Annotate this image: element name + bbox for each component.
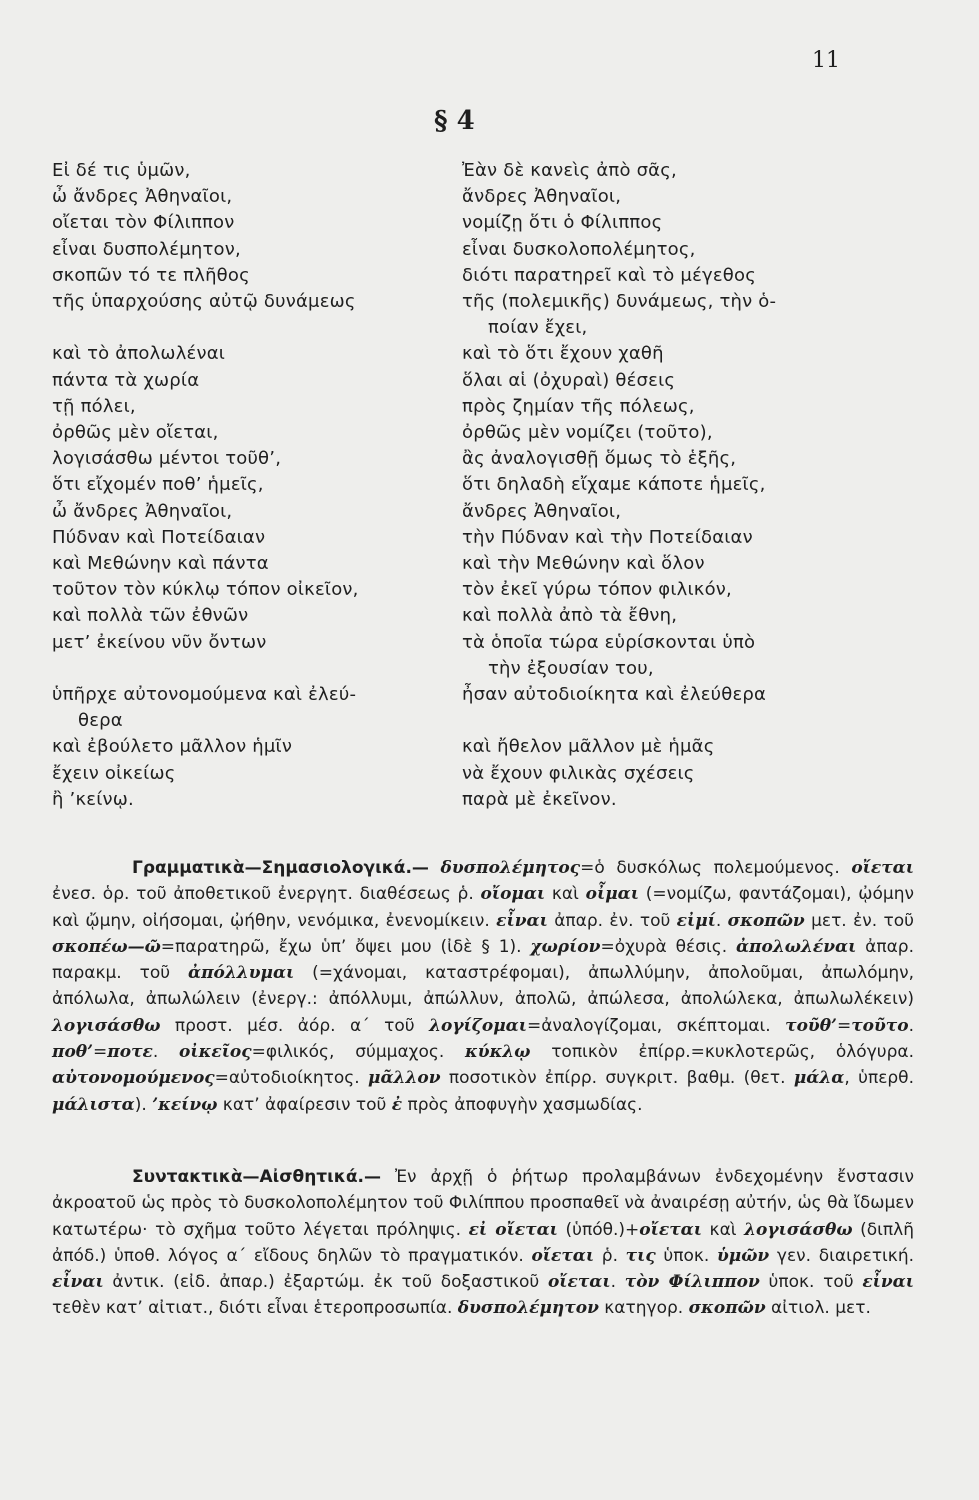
note-text: ἐνεσ. ὁρ. τοῦ ἀποθετικοῦ ἐνεργητ. διαθέσεως ῥ. [52, 884, 481, 905]
ancient-text-line: καὶ πολλὰ τῶν ἐθνῶν [52, 605, 249, 627]
note-text: Ἐν ἀρχῇ ὁ ῥήτωρ προλαμβάνων ἐνδεχομένην ἔνστασιν ἀκροατοῦ ὡς πρὸς τὸ δυσκολοπολέμητον τοῦ Φιλίππου προσπαθεῖ νὰ ἀναιρέσῃ αὐτήν, ὡς θὰ ἴδωμεν κατωτέρω· τὸ σχῆμα τοῦτο λέγεται πρόληψις. [52, 1167, 914, 1240]
translation-line: ὅλαι αἱ (ὀχυραὶ) θέσεις [462, 369, 676, 391]
translation-line: ἄνδρες Ἀθηναῖοι, [462, 500, 622, 522]
syntax-notes-heading: Συντακτικὰ—Αἰσθητικά.— [132, 1167, 381, 1187]
note-text: =ὀχυρὰ θέσις. [600, 936, 736, 957]
grammar-notes [52, 855, 914, 1118]
ancient-text-line [52, 315, 452, 341]
note-term: κύκλῳ [465, 1042, 531, 1063]
note-text: τοπικὸν ἐπίρρ.=κυκλοτερῶς, ὁλόγυρα. [530, 1042, 915, 1063]
ancient-text-column [52, 158, 452, 813]
translation-line: ἂς ἀναλογισθῇ ὅμως τὸ ἑξῆς, [462, 448, 737, 470]
section-title: § 4 [434, 106, 475, 136]
note-text: ὑποκ. τοῦ [759, 1272, 863, 1293]
note-text: μετ. ἐν. τοῦ [804, 910, 914, 931]
note-text: = [836, 1015, 852, 1036]
ancient-text-line: καὶ ἐβούλετο μᾶλλον ἡμῖν [52, 736, 293, 758]
translation-line: καὶ τὸ ὅτι ἔχουν χαθῆ [462, 343, 664, 365]
note-text: , ὑπερθ. [844, 1068, 914, 1089]
note-term: δυσπολέμητος [440, 858, 581, 878]
note-text: =αὐτοδιοίκητος. [214, 1068, 369, 1089]
translation-line: παρὰ μὲ ἐκεῖνον. [462, 788, 617, 810]
translation-line: καὶ ἤθελον μᾶλλον μὲ ἡμᾶς [462, 736, 715, 758]
ancient-text-line: τῇ πόλει, [52, 395, 136, 417]
translation-line: ὀρθῶς μὲν νομίζει (τοῦτο), [462, 422, 713, 444]
note-term: εἶναι [862, 1272, 914, 1293]
note-term: τις [625, 1245, 656, 1266]
translation-line: τὸν ἐκεῖ γύρω τόπον φιλικόν, [462, 579, 732, 601]
note-text: . [715, 910, 728, 931]
translation-line: καὶ τὴν Μεθώνην καὶ ὅλον [462, 553, 705, 575]
ancient-text-line: λογισάσθω μέντοι τοῦθ’, [52, 448, 282, 470]
note-text: ῥ. [594, 1245, 626, 1266]
translation-line: τὴν ἐξουσίαν του, [488, 657, 654, 679]
note-term: σκοπῶν [727, 910, 805, 931]
ancient-text-line: Πύδναν καὶ Ποτείδαιαν [52, 526, 266, 548]
note-text: γεν. διαιρετική. [769, 1245, 915, 1266]
ancient-text-line: εἶναι δυσπολέμητον, [52, 238, 241, 260]
ancient-text-line [52, 656, 452, 682]
ancient-text-line: ὦ ἄνδρες Ἀθηναῖοι, [52, 186, 233, 208]
ancient-text-line: ὀρθῶς μὲν οἴεται, [52, 422, 219, 444]
note-text: =παρατηρῶ, ἔχω ὑπ’ ὄψει μου (ἰδὲ § 1). [160, 936, 531, 957]
note-text: αἰτιολ. μετ. [765, 1298, 871, 1319]
note-term: τὸν Φίλιππον [624, 1272, 760, 1293]
translation-line: νομίζῃ ὅτι ὁ Φίλιππος [462, 212, 663, 234]
note-text: . [610, 1272, 625, 1293]
translation-line: ὅτι δηλαδὴ εἴχαμε κάποτε ἡμεῖς, [462, 474, 766, 496]
note-term: λογίζομαι [429, 1015, 527, 1036]
note-text: κατηγορ. [598, 1298, 689, 1319]
note-term: ποθ’ [52, 1042, 94, 1063]
translation-line: νὰ ἔχουν φιλικὰς σχέσεις [462, 762, 695, 784]
page-number: 11 [812, 48, 840, 73]
note-term: δυσπολέμητον [457, 1298, 599, 1319]
note-term: τοῦτο [851, 1015, 909, 1036]
syntax-notes [52, 1164, 914, 1322]
note-text: =ὁ δυσκόλως πολεμούμενος. [580, 858, 852, 878]
note-term: εἶναι [496, 910, 548, 931]
translation-line: Ἐὰν δὲ κανεὶς ἀπὸ σᾶς, [462, 160, 677, 181]
note-term: οἴεται [531, 1245, 595, 1266]
note-term: αὐτονομούμενος [52, 1068, 215, 1089]
note-term: ὑμῶν [716, 1245, 770, 1266]
ancient-text-line: ὅτι εἴχομέν ποθ’ ἡμεῖς, [52, 474, 264, 496]
note-term: εἰ οἴεται [468, 1219, 558, 1240]
note-text: = [93, 1042, 108, 1063]
ancient-text-line: σκοπῶν τό τε πλῆθος [52, 264, 250, 286]
note-text: . [152, 1042, 180, 1063]
note-term: οἴεται [547, 1272, 611, 1293]
note-term: λογισάσθω [744, 1219, 853, 1240]
note-text: =φιλικός, σύμμαχος. [251, 1042, 466, 1063]
translation-line: τὰ ὁποῖα τώρα εὑρίσκονται ὑπὸ [462, 631, 756, 653]
grammar-notes-heading: Γραμματικὰ—Σημασιολογικά.— [132, 858, 429, 878]
translation-line: ποίαν ἔχει, [488, 317, 588, 339]
translation-line: τὴν Πύδναν καὶ τὴν Ποτείδαιαν [462, 526, 753, 548]
note-term: ποτε [107, 1042, 153, 1063]
note-text: τεθὲν κατ’ αἰτιατ., διότι εἶναι ἑτεροπροσωπία. [52, 1298, 458, 1319]
note-term: οἴομαι [480, 884, 546, 905]
note-term: χωρίον [530, 936, 601, 957]
note-term: ἀπολωλέναι [735, 936, 857, 957]
note-term: λογισάσθω [52, 1015, 161, 1036]
note-term: ἐ [391, 1094, 403, 1115]
translation-line: διότι παρατηρεῖ καὶ τὸ μέγεθος [462, 264, 756, 286]
note-text: (=νομίζω, φαντάζομαι), ᾠόμην καὶ ᾤμην, οἰήσομαι, ᾠήθην, νενόμικα, ἐνενομίκειν. [52, 884, 914, 931]
translation-line: πρὸς ζημίαν τῆς πόλεως, [462, 395, 695, 417]
note-text: προστ. μέσ. ἀόρ. α΄ τοῦ [160, 1015, 430, 1036]
note-term: μᾶλλον [368, 1068, 441, 1089]
note-text: κατ’ ἀφαίρεσιν τοῦ [217, 1094, 392, 1115]
note-text: . [908, 1015, 914, 1036]
note-term: οἴεται [851, 858, 914, 878]
note-term: οἴεται [639, 1219, 702, 1240]
ancient-text-line: καὶ τὸ ἀπολωλέναι [52, 343, 226, 365]
ancient-text-line: ἢ ’κείνῳ. [52, 788, 134, 810]
ancient-text-line: ὑπῆρχε αὐτονομούμενα καὶ ἐλεύ- [52, 684, 357, 706]
note-term: τοῦθ’ [785, 1015, 837, 1036]
note-text: ποσοτικὸν ἐπίρρ. συγκριτ. βαθμ. (θετ. [440, 1068, 794, 1089]
note-term: ’κείνῳ [152, 1094, 218, 1115]
note-text: ὑποκ. [655, 1245, 717, 1266]
ancient-text-line: ἔχειν οἰκείως [52, 762, 176, 784]
translation-line: ἦσαν αὐτοδιοίκητα καὶ ἐλεύθερα [462, 684, 767, 706]
note-text [429, 858, 441, 878]
translation-line: καὶ πολλὰ ἀπὸ τὰ ἔθνη, [462, 605, 678, 627]
translation-line: τῆς (πολεμικῆς) δυνάμεως, τὴν ὁ- [462, 291, 777, 313]
ancient-text-line: τοῦτον τὸν κύκλῳ τόπον οἰκεῖον, [52, 579, 359, 601]
ancient-text-line: τῆς ὑπαρχούσης αὐτῷ δυνάμεως [52, 291, 356, 313]
note-text: ἀντικ. (εἰδ. ἀπαρ.) ἐξαρτώμ. ἐκ τοῦ δοξαστικοῦ [103, 1272, 548, 1293]
ancient-text-line: πάντα τὰ χωρία [52, 369, 200, 391]
note-text: καὶ [545, 884, 586, 905]
note-term: μάλιστα [52, 1094, 135, 1115]
ancient-text-line: οἴεται τὸν Φίλιππον [52, 212, 235, 234]
translation-line: εἶναι δυσκολοπολέμητος, [462, 238, 696, 260]
note-text: (διπλῆ ἀπόδ.) ὑποθ. λόγος α΄ εἴδους δηλῶν τὸ πραγματικόν. [52, 1219, 914, 1266]
translation-line [462, 708, 892, 734]
note-term: μάλα [793, 1068, 845, 1089]
note-term: οἰκεῖος [179, 1042, 252, 1063]
note-term: ἀπόλλυμαι [188, 963, 295, 984]
note-text: πρὸς ἀποφυγὴν χασμωδίας. [402, 1094, 643, 1115]
note-text: ἀπαρ. παρακμ. τοῦ [52, 936, 914, 984]
ancient-text-line: μετ’ ἐκείνου νῦν ὄντων [52, 631, 267, 653]
note-text: (=χάνομαι, καταστρέφομαι), ἀπωλλύμην, ἀπολοῦμαι, ἀπωλόμην, ἀπόλωλα, ἀπωλώλειν (ἐνεργ.: ἀπόλλυμι, ἀπώλλυν, ἀπολῶ, ἀπώλεσα, ἀπολώλεκα, ἀπωλωλέκειν) [52, 963, 914, 1010]
note-term: οἶμαι [585, 884, 639, 905]
ancient-text-line: Εἰ δέ τις ὑμῶν, [52, 160, 191, 181]
ancient-text-line: ὦ ἄνδρες Ἀθηναῖοι, [52, 500, 233, 522]
note-term: εἶναι [52, 1272, 104, 1293]
note-text: καὶ [701, 1219, 745, 1240]
note-term: σκοπῶν [688, 1298, 766, 1319]
ancient-text-line: καὶ Μεθώνην καὶ πάντα [52, 553, 269, 575]
note-text: ἀπαρ. ἐν. τοῦ [547, 910, 677, 931]
note-term: εἰμί [676, 910, 716, 931]
note-text: ). [134, 1094, 153, 1115]
translation-column [462, 158, 892, 813]
translation-line: ἄνδρες Ἀθηναῖοι, [462, 186, 622, 208]
note-text: (ὑπόθ.)+ [557, 1219, 640, 1240]
note-text: =ἀναλογίζομαι, σκέπτομαι. [526, 1015, 786, 1036]
note-term: σκοπέω—ῶ [52, 936, 161, 957]
ancient-text-line: θερα [78, 710, 123, 732]
